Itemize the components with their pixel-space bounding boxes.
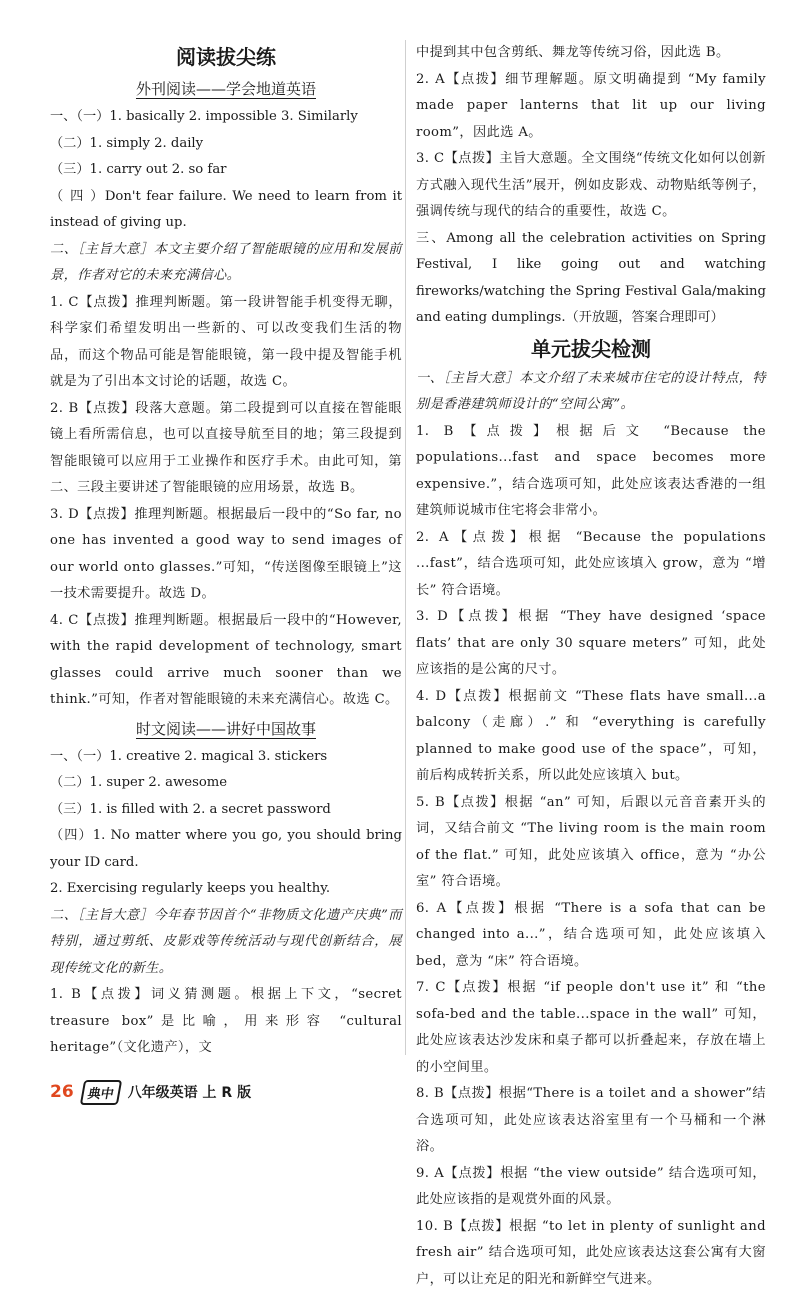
- column-divider: [405, 40, 406, 1055]
- cloze-answer-1: 1. B【点拨】根据后文 “Because the populations...fast and space becomes more expensive.”，结合选项可知，此处应该表达香港的一组建筑师说城市住宅将会非常小。: [416, 419, 766, 525]
- open-answer: 三、Among all the celebration activities on Spring Festival, I like going out and watching fireworks/watching the Spring Festival Gala/making and eating dumplings.（开放题，答案合理即可）: [416, 226, 766, 332]
- answer-translation: （ 四 ）Don't fear failure. We need to learn from it instead of giving up.: [50, 184, 402, 237]
- cloze-answer-8: 8. B【点拨】根据“There is a toilet and a shower”结合选项可知，此处应该表达浴室里有一个马桶和一个淋浴。: [416, 1081, 766, 1161]
- answer-explanation-3: 3. D【点拨】推理判断题。根据最后一段中的“So far, no one has invented a good way to send images of our world onto glasses.”可知，“传送图像至眼镜上”这一技术需要提升。故选 D。: [50, 502, 402, 608]
- foreign-press-reading-title: 外刊阅读——学会地道英语: [50, 74, 402, 104]
- cloze-answer-5: 5. B【点拨】根据 “an” 可知，后跟以元音音素开头的词，又结合前文 “The living room is the main room of the flat.” 可知，此处应该填入 office，意为 “办公室” 符合语境。: [416, 790, 766, 896]
- cloze-answer-2: 2. A【点拨】根据 “Because the populations ...fast”，结合选项可知，此处应该填入 grow，意为 “增长” 符合语境。: [416, 525, 766, 605]
- reading-practice-heading: 阅读拔尖练: [50, 40, 402, 74]
- answer-vocab-b: （二）1. super 2. awesome: [50, 770, 402, 797]
- answer-vocab-2: （二）1. simply 2. daily: [50, 131, 402, 158]
- unit-main-idea: 一、［主旨大意］本文介绍了未来城市住宅的设计特点，特别是香港建筑师设计的“空间公寓”。: [416, 366, 766, 419]
- unit-test-heading: 单元拔尖检测: [416, 332, 766, 366]
- page-number: 26: [50, 1082, 74, 1102]
- answer-explanation-1: 1. C【点拨】推理判断题。第一段讲智能手机变得无聊，科学家们希望发明出一些新的、可以改变我们生活的物品，而这个物品可能是智能眼镜，第一段中提及智能手机就是为了引出本文讨论的话题，故选 C。: [50, 290, 402, 396]
- main-idea-summary-2: 二、［主旨大意］今年春节因首个“非物质文化遗产庆典”而特别，通过剪纸、皮影戏等传统活动与现代创新结合，展现传统文化的新生。: [50, 903, 402, 983]
- cloze-answer-9: 9. A【点拨】根据 “the view outside” 结合选项可知，此处应该指的是观赏外面的风景。: [416, 1161, 766, 1214]
- answer-sentence-1: （四）1. No matter where you go, you should bring your ID card.: [50, 823, 402, 876]
- current-affairs-reading-title: 时文阅读——讲好中国故事: [50, 714, 402, 744]
- answer-explanation-b2: 2. A【点拨】细节理解题。原文明确提到 “My family made paper lanterns that lit up our living room”，因此选 A。: [416, 67, 766, 147]
- answer-vocab-1: 一、（一）1. basically 2. impossible 3. Similarly: [50, 104, 402, 131]
- cloze-answer-4: 4. D【点拨】根据前文 “These flats have small...a balcony（走廊）.” 和 “everything is carefully planned to make good use of the space”，可知，前后构成转折关系，所以此处应该填入 but。: [416, 684, 766, 790]
- cloze-answer-7: 7. C【点拨】根据 “if people don't use it” 和 “the sofa-bed and the table...space in the wall” 可知，此处应该表达沙发床和桌子都可以折叠起来，存放在墙上的小空间里。: [416, 975, 766, 1081]
- cloze-answer-3: 3. D【点拨】根据 “They have designed ‘space flats’ that are only 30 square meters” 可知，此处应该指的是公寓的尺寸。: [416, 604, 766, 684]
- answer-explanation-b3: 3. C【点拨】主旨大意题。全文围绕“传统文化如何以创新方式融入现代生活”展开，例如皮影戏、动物贴纸等例子，强调传统与现代的结合的重要性，故选 C。: [416, 146, 766, 226]
- cloze-answer-10: 10. B【点拨】根据 “to let in plenty of sunlight and fresh air” 结合选项可知，此处应该表达这套公寓有大窗户，可以让充足的阳光和新鲜空气进来。: [416, 1214, 766, 1293]
- answer-explanation-4: 4. C【点拨】推理判断题。根据最后一段中的“However, with the rapid development of technology, smart glasses could arrive much sooner than we think.”可知，作者对智能眼镜的未来充满信心。故选 C。: [50, 608, 402, 714]
- answer-vocab-a: 一、（一）1. creative 2. magical 3. stickers: [50, 744, 402, 771]
- book-title: 八年级英语 上 R 版: [128, 1082, 251, 1102]
- page-footer: [50, 1078, 251, 1106]
- answer-vocab-3: （三）1. carry out 2. so far: [50, 157, 402, 184]
- cloze-answer-6: 6. A【点拨】根据 “There is a sofa that can be changed into a...”，结合选项可知，此处应该填入 bed，意为 “床” 符合语境。: [416, 896, 766, 976]
- left-column: [50, 40, 402, 1062]
- answer-explanation-b1-cont: 中提到其中包含剪纸、舞龙等传统习俗，因此选 B。: [416, 40, 766, 67]
- answer-explanation-b1: 1. B【点拨】词义猜测题。根据上下文，“secret treasure box”是比喻，用来形容 “cultural heritage”（文化遗产），文: [50, 982, 402, 1062]
- publisher-logo: 典中: [79, 1080, 121, 1105]
- main-idea-summary: 二、［主旨大意］本文主要介绍了智能眼镜的应用和发展前景，作者对它的未来充满信心。: [50, 237, 402, 290]
- right-column: [416, 40, 766, 1293]
- answer-vocab-c: （三）1. is filled with 2. a secret password: [50, 797, 402, 824]
- answer-sentence-2: 2. Exercising regularly keeps you healthy.: [50, 876, 402, 903]
- answer-explanation-2: 2. B【点拨】段落大意题。第二段提到可以直接在智能眼镜上看所需信息，也可以直接导航至目的地；第三段提到智能眼镜可以应用于工业操作和医疗手术。由此可知，第二、三段主要讲述了智能眼镜的应用场景，故选 B。: [50, 396, 402, 502]
